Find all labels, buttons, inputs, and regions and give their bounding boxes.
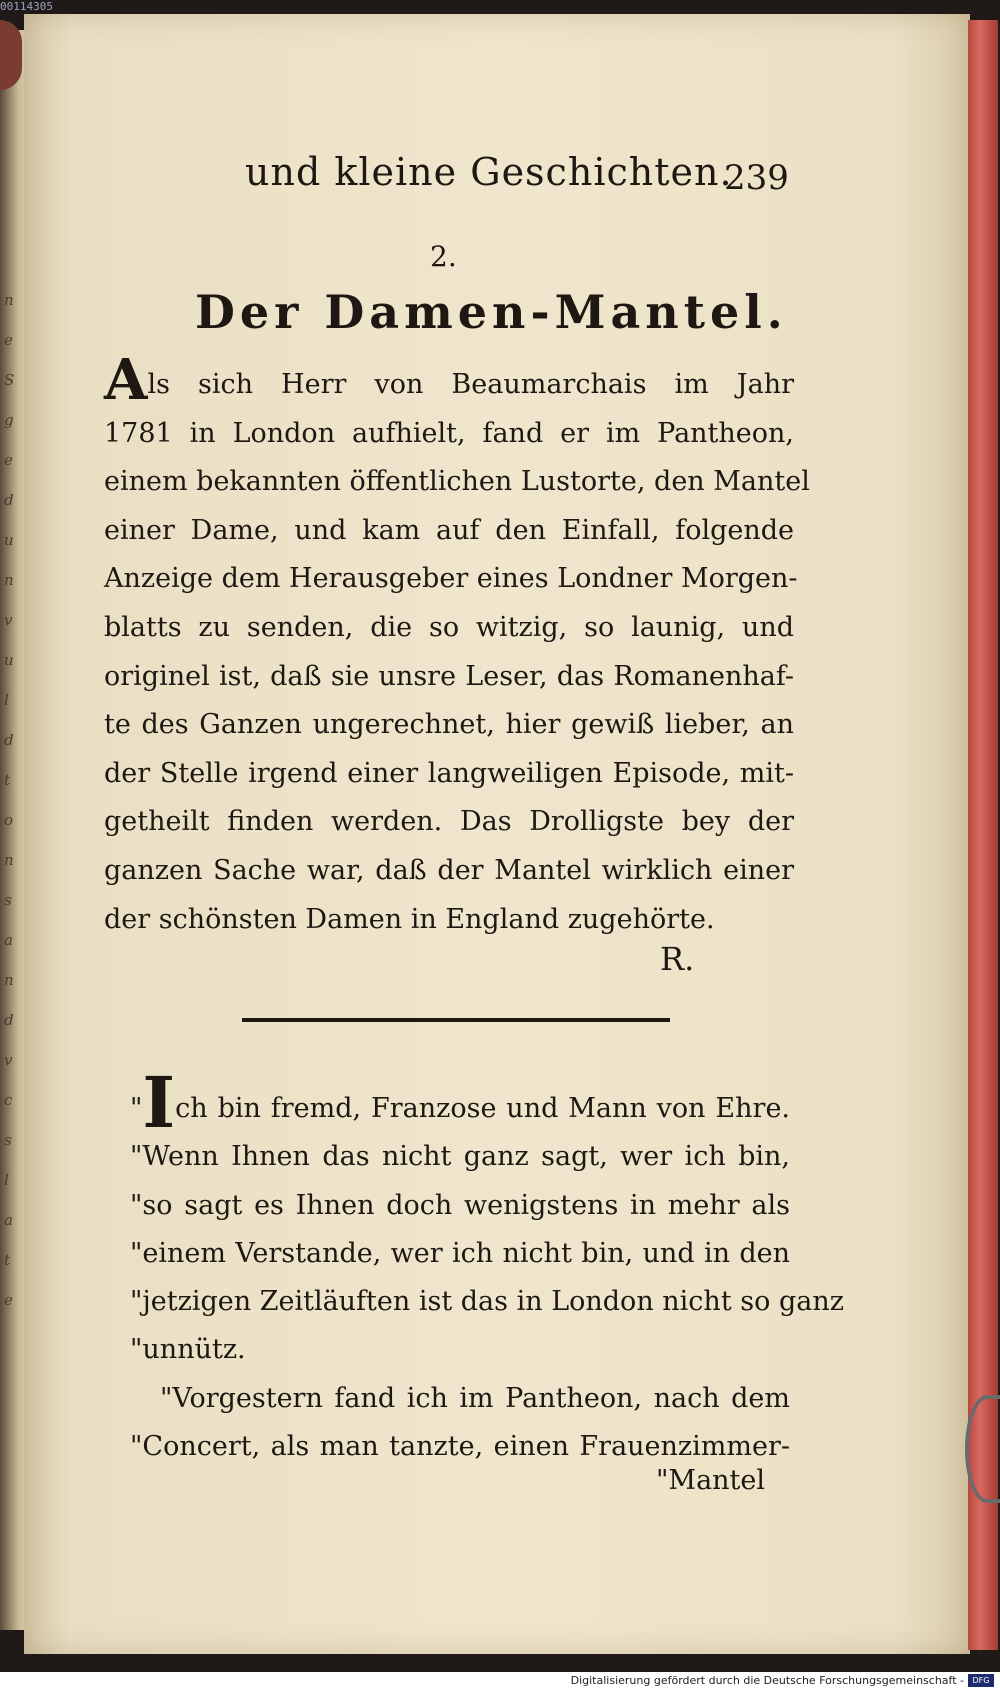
marginalia-glyph: l	[4, 691, 9, 709]
marginalia-glyph: e	[4, 451, 13, 469]
section-number: 2.	[430, 240, 457, 273]
section-divider	[242, 1018, 670, 1022]
running-head: und kleine Geschichten.	[245, 150, 733, 194]
intro-line: der Stelle irgend einer langweiligen Episode, mit-	[104, 757, 794, 789]
marginalia-glyph: n	[4, 971, 14, 989]
letter-para2-line: "Vorgestern fand ich im Pantheon, nach dem	[160, 1382, 790, 1414]
letter-dropcap: I	[142, 1061, 176, 1144]
marginalia-glyph: n	[4, 291, 14, 309]
intro-line: ganzen Sache war, daß der Mantel wirklich einer	[104, 854, 794, 886]
letter-line: "Wenn Ihnen das nicht ganz sagt, wer ich bin,	[130, 1141, 790, 1173]
marginalia-glyph: S	[4, 371, 15, 389]
intro-line: getheilt finden werden. Das Drolligste bey der	[104, 806, 794, 838]
intro-line: originel ist, daß sie unsre Leser, das Romanenhaf-	[104, 660, 794, 692]
scan-id: 00114305	[0, 0, 53, 13]
letter-line: "so sagt es Ihnen doch wenigstens in mehr als	[130, 1189, 790, 1221]
catchword: "Mantel	[656, 1465, 766, 1496]
marginalia-glyph: u	[4, 651, 14, 669]
marginalia-glyph: e	[4, 331, 13, 349]
intro-line: Anzeige dem Herausgeber eines Londner Morgen-	[104, 563, 798, 595]
footer-credit: Digitalisierung gefördert durch die Deutsche Forschungsgemeinschaft -	[570, 1674, 964, 1687]
marginalia-glyph: a	[4, 1211, 13, 1229]
intro-line: te des Ganzen ungerechnet, hier gewiß lieber, an	[104, 709, 794, 741]
letter-line: "jetzigen Zeitläuften ist das in London nicht so ganz	[130, 1286, 844, 1318]
letter-line: "einem Verstande, wer ich nicht bin, und in den	[130, 1237, 790, 1269]
left-bookmark-tab	[0, 20, 22, 90]
marginalia-left	[4, 280, 26, 1320]
marginalia-glyph: u	[4, 531, 14, 549]
letter-text	[130, 1061, 844, 1471]
intro-line: einer Dame, und kam auf den Einfall, folgende	[104, 514, 794, 546]
marginalia-glyph: l	[4, 1171, 9, 1189]
intro-line: Als sich Herr von Beaumarchais im Jahr	[104, 347, 794, 413]
marginalia-glyph: d	[4, 731, 14, 749]
intro-line: blatts zu senden, die so witzig, so launig, und	[104, 611, 794, 643]
marginalia-glyph: t	[4, 1251, 11, 1269]
intro-line-last: der schönsten Damen in England zugehörte.	[104, 903, 715, 935]
page-number: 239	[724, 158, 789, 198]
marginalia-glyph: n	[4, 571, 14, 589]
marginalia-glyph: a	[4, 931, 13, 949]
dfg-logo-icon: DFG	[968, 1674, 994, 1687]
marginalia-glyph: v	[4, 611, 13, 629]
author-signature: R.	[660, 940, 695, 978]
marginalia-glyph: t	[4, 771, 11, 789]
marginalia-glyph: d	[4, 491, 14, 509]
intro-dropcap: A	[104, 347, 148, 413]
intro-line: einem bekannten öffentlichen Lustorte, den Mantel	[104, 466, 810, 498]
section-title: Der Damen-Mantel.	[195, 285, 788, 339]
marginalia-glyph: c	[4, 1091, 13, 1109]
marginalia-glyph: s	[4, 891, 12, 909]
letter-line-last: "unnütz.	[130, 1334, 246, 1366]
marginalia-glyph: v	[4, 1051, 13, 1069]
marginalia-glyph: d	[4, 1011, 14, 1029]
marginalia-glyph: g	[4, 411, 14, 429]
letter-line: "Ich bin fremd, Franzose und Mann von Ehre.	[130, 1061, 790, 1144]
letter-para2-line: "Concert, als man tanzte, einen Frauenzimmer-	[130, 1431, 790, 1463]
marginalia-glyph: e	[4, 1291, 13, 1309]
intro-line: 1781 in London aufhielt, fand er im Pantheon,	[104, 417, 794, 449]
intro-paragraph	[104, 347, 810, 944]
marginalia-glyph: n	[4, 851, 14, 869]
marginalia-glyph: o	[4, 811, 14, 829]
marginalia-glyph: s	[4, 1131, 12, 1149]
